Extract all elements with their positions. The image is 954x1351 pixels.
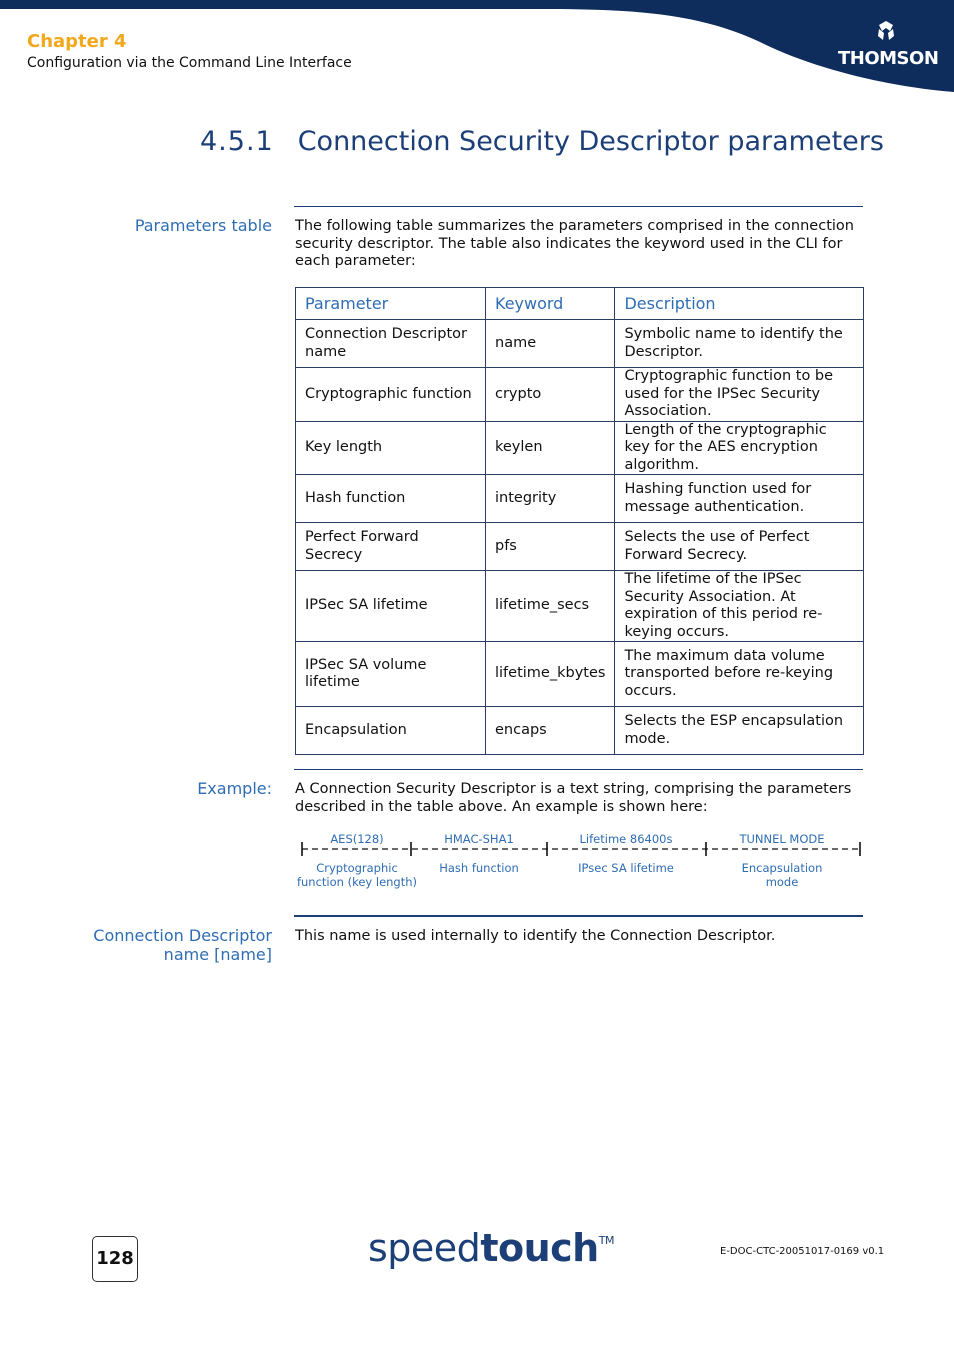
cell-parameter: IPSec SA lifetime	[296, 571, 486, 642]
cell-description: Selects the ESP encapsulation mode.	[615, 707, 864, 755]
cell-keyword: integrity	[486, 475, 615, 523]
cell-parameter: Cryptographic function	[296, 368, 486, 422]
section-title	[200, 126, 884, 157]
brand-bold: touch	[480, 1226, 599, 1270]
name-param-label: Connection Descriptor name [name]	[93, 926, 272, 964]
example-value-crypto: AES(128)	[330, 832, 384, 846]
example-caption-lifetime: IPsec SA lifetime	[578, 861, 674, 875]
divider-parameters	[294, 206, 863, 207]
example-caption-crypto: Cryptographic function (key length)	[296, 861, 418, 889]
table-row	[296, 571, 864, 642]
cell-description: Length of the cryptographic key for the AES encryption algorithm.	[615, 421, 864, 475]
cell-description: Symbolic name to identify the Descriptor.	[615, 320, 864, 368]
chapter-subtitle: Configuration via the Command Line Interface	[27, 55, 352, 71]
page-number: 128	[92, 1236, 138, 1282]
example-value-encaps: TUNNEL MODE	[739, 832, 825, 846]
cell-keyword: keylen	[486, 421, 615, 475]
parameters-table-label: Parameters table	[134, 216, 272, 235]
divider-example	[294, 769, 863, 770]
brand-light: speed	[368, 1226, 481, 1270]
thomson-logo	[838, 20, 939, 70]
table-header-row	[296, 288, 864, 320]
speedtouch-logo	[368, 1226, 614, 1270]
chapter-label: Chapter 4	[27, 31, 127, 52]
cell-description: Cryptographic function to be used for the IPSec Security Association.	[615, 368, 864, 422]
column-header-parameter: Parameter	[296, 288, 486, 320]
cell-keyword: lifetime_secs	[486, 571, 615, 642]
cell-parameter: Perfect Forward Secrecy	[296, 523, 486, 571]
example-value-hash: HMAC-SHA1	[444, 832, 514, 846]
column-header-keyword: Keyword	[486, 288, 615, 320]
divider-name-param	[294, 915, 863, 917]
table-row	[296, 523, 864, 571]
table-row	[296, 320, 864, 368]
thomson-emblem-icon	[875, 20, 897, 42]
cell-description: The maximum data volume transported before re-keying occurs.	[615, 642, 864, 707]
example-value-lifetime: Lifetime 86400s	[579, 832, 673, 846]
brand-tm: TM	[598, 1234, 614, 1247]
table-row	[296, 421, 864, 475]
parameters-intro: The following table summarizes the parameters comprised in the connection security descriptor. The table also indicates the keyword used in the CLI for each parameter:	[295, 218, 854, 269]
cell-description: Hashing function used for message authentication.	[615, 475, 864, 523]
example-intro: A Connection Security Descriptor is a text string, comprising the parameters described in the table above. An example is shown here:	[295, 781, 852, 815]
header-band	[0, 0, 954, 92]
document-id: E-DOC-CTC-20051017-0169 v0.1	[720, 1246, 885, 1257]
cell-keyword: pfs	[486, 523, 615, 571]
table-row	[296, 475, 864, 523]
table-row	[296, 707, 864, 755]
example-caption-encaps: Encapsulation mode	[741, 861, 823, 889]
example-caption-hash: Hash function	[439, 861, 519, 875]
cell-keyword: encaps	[486, 707, 615, 755]
cell-keyword: name	[486, 320, 615, 368]
example-label: Example:	[197, 779, 272, 798]
cell-parameter: Connection Descriptor name	[296, 320, 486, 368]
table-row	[296, 642, 864, 707]
parameters-table	[295, 287, 864, 755]
thomson-wordmark: THOMSON	[838, 48, 939, 69]
cell-parameter: IPSec SA volume lifetime	[296, 642, 486, 707]
cell-keyword: lifetime_kbytes	[486, 642, 615, 707]
cell-description: Selects the use of Perfect Forward Secrecy.	[615, 523, 864, 571]
cell-keyword: crypto	[486, 368, 615, 422]
section-title-text: Connection Security Descriptor parameters	[297, 126, 884, 157]
cell-parameter: Hash function	[296, 475, 486, 523]
name-param-text: This name is used internally to identify the Connection Descriptor.	[295, 928, 776, 944]
cell-parameter: Key length	[296, 421, 486, 475]
column-header-description: Description	[615, 288, 864, 320]
cell-description: The lifetime of the IPSec Security Association. At expiration of this period re-keying occurs.	[615, 571, 864, 642]
section-number: 4.5.1	[200, 126, 274, 157]
table-row	[296, 368, 864, 422]
cell-parameter: Encapsulation	[296, 707, 486, 755]
